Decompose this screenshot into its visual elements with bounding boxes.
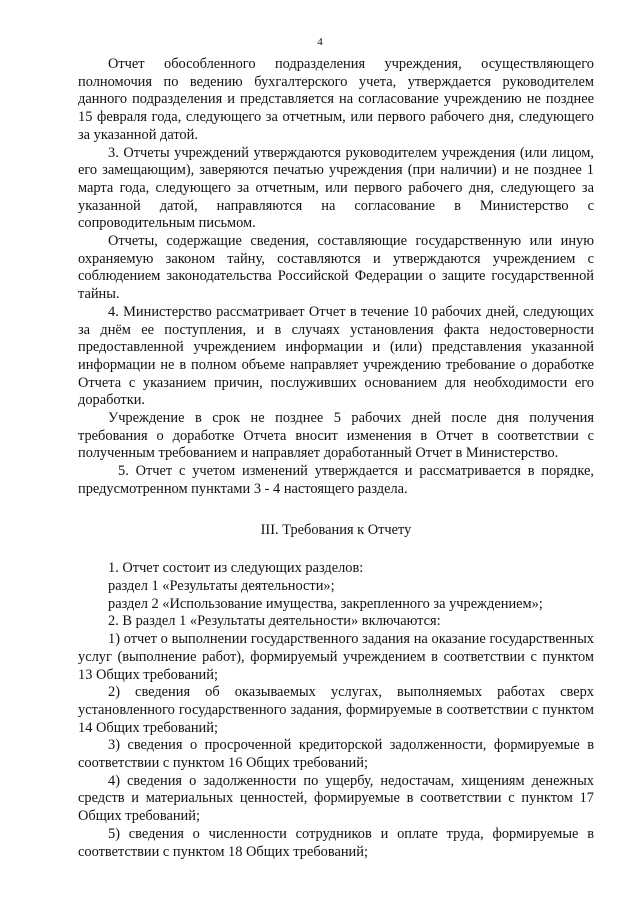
list-item: 1. Отчет состоит из следующих разделов: [108,560,364,577]
list-item: 1) отчет о выполнении государственного задания на оказание государственных услуг (выполнение работ), формируемый учреждением в соответствии с пунктом 13 Общих требований; [78,631,594,683]
paragraph: Учреждение в срок не позднее 5 рабочих дней после дня получения требования о доработке Отчета вносит изменения в Отчет в соответствии с полученным требованием и направляет доработанный Отчет в Министерство. [78,410,594,462]
section-title: III. Требования к Отчету [260,521,412,538]
list-item: 3) сведения о просроченной кредиторской задолженности, формируемые в соответствии с пунктом 16 Общих требований; [78,737,594,772]
document-body [78,56,594,861]
paragraph: Отчет обособленного подразделения учреждения, осуществляющего полномочия по ведению бухгалтерского учета, утверждается руководителем данного подразделения и представляется на согласование учреждению не позднее 15 февраля года, следующего за отчетным, или первого рабочего дня, следующего за указанной датой. [78,56,594,143]
list-item: раздел 2 «Использование имущества, закрепленного за учреждением»; [108,595,543,612]
paragraph: 5. Отчет с учетом изменений утверждается и рассматривается в порядке, предусмотренном пунктами 3 - 4 настоящего раздела. [78,463,594,497]
paragraph: 3. Отчеты учреждений утверждаются руководителем учреждения (или лицом, его замещающим), заверяются печатью учреждения (при наличии) и не позднее 1 марта года, следующего за отчетным, или первого рабочего дня, следующего за указанной датой, направляются на согласование в Министерство с сопроводительным письмом. [78,144,594,232]
list-item: раздел 1 «Результаты деятельности»; [108,577,335,594]
list-item: 2. В раздел 1 «Результаты деятельности» включаются: [108,613,441,630]
paragraph: 4. Министерство рассматривает Отчет в течение 10 рабочих дней, следующих за днём ее поступления, и в случаях установления факта недостоверности предоставленной учреждением информации и (или) представления указанной информации не в полном объеме направляет учреждению требование о доработке Отчета с указанием причин, послуживших основанием для необходимости его доработки. [78,303,594,409]
page-number: 4 [317,36,323,48]
paragraph: Отчеты, содержащие сведения, составляющие государственную или иную охраняемую законом тайну, составляются и утверждаются учреждением с соблюдением законодательства Российской Федерации о защите государственной тайны. [78,233,594,303]
list-item: 4) сведения о задолженности по ущербу, недостачам, хищениям денежных средств и материальных ценностей, формируемые в соответствии с пунктом 17 Общих требований; [78,772,594,825]
list-item: 2) сведения об оказываемых услугах, выполняемых работах сверх установленного государственного задания, формируемые в соответствии с пунктом 14 Общих требований; [78,684,594,736]
list-item: 5) сведения о численности сотрудников и оплате труда, формируемые в соответствии с пунктом 18 Общих требований; [78,825,594,860]
